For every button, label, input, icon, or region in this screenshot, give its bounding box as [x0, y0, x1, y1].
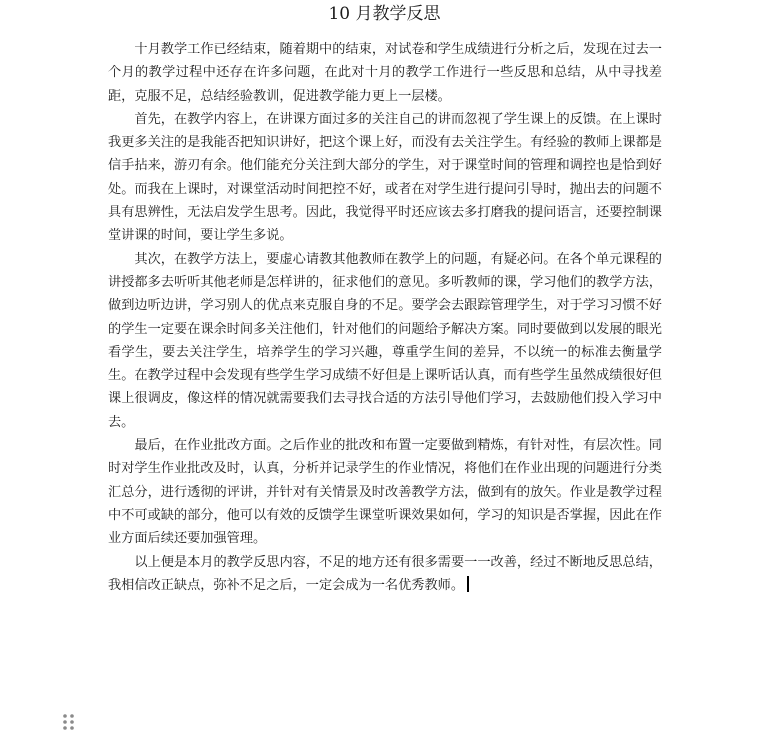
paragraph-intro: 十月教学工作已经结束，随着期中的结束，对试卷和学生成绩进行分析之后，发现在过去一个月的教学过程中还存在许多问题，在此对十月的教学工作进行一些反思和总结，从中寻找差距，克服不足，总结经验教训，促进教学能力更上一层楼。 — [108, 42, 662, 104]
text-cursor — [467, 576, 469, 592]
paragraph-conclusion-text: 以上便是本月的教学反思内容，不足的地方还有很多需要一一改善，经过不断地反思总结，我相信改正缺点，弥补不足之后，一定会成为一名优秀教师。 — [108, 554, 662, 593]
paragraph-teaching-method: 其次，在教学方法上，要虚心请教其他教师在教学上的问题，有疑必问。在各个单元课程的讲授都多去听听其他老师是怎样讲的，征求他们的意见。多听教师的课，学习他们的教学方法，做到边听边讲，学习别人的优点来克服自身的不足。要学会去跟踪管理学生，对于学习习惯不好的学生一定要在课余时间多关注他们，针对他们的问题给予解决方案。同时要做到以发展的眼光看学生，要去关注学生，培养学生的学习兴趣，尊重学生间的差异，不以统一的标准去衡量学生。在教学过程中会发现有些学生学习成绩不好但是上课听话认真，而有些学生虽然成绩很好但课上很调皮，像这样的情况就需要我们去寻找合适的方法引导他们学习，去鼓励他们投入学习中去。 — [108, 251, 662, 430]
paragraph-conclusion — [108, 551, 662, 598]
document-body[interactable] — [108, 38, 662, 597]
drag-handle-dots — [62, 713, 76, 735]
drag-handle-icon[interactable] — [62, 713, 76, 735]
document-title: 10 月教学反思 — [328, 4, 441, 24]
paragraph-homework: 最后，在作业批改方面。之后作业的批改和布置一定要做到精炼，有针对性，有层次性。同时对学生作业批改及时，认真，分析并记录学生的作业情况，将他们在作业出现的问题进行分类汇总分，进行透彻的评讲，并针对有关情景及时改善教学方法，做到有的放矢。作业是教学过程中不可或缺的部分，他可以有效的反馈学生课堂听课效果如何，学习的知识是否掌握，因此在作业方面后续还要加强管理。 — [108, 438, 662, 547]
paragraph-teaching-content: 首先，在教学内容上，在讲课方面过多的关注自己的讲而忽视了学生课上的反馈。在上课时我更多关注的是我能否把知识讲好，把这个课上好，而没有去关注学生。有经验的教师上课都是信手拈来，游刃有余。他们能充分关注到大部分的学生，对于课堂时间的管理和调控也是恰到好处。而我在上课时，对课堂活动时间把控不好，或者在对学生进行提问引导时，抛出去的问题不具有思辨性，无法启发学生思考。因此，我觉得平时还应该去多打磨我的提问语言，还要控制课堂讲课的时间，要让学生多说。 — [108, 111, 662, 244]
